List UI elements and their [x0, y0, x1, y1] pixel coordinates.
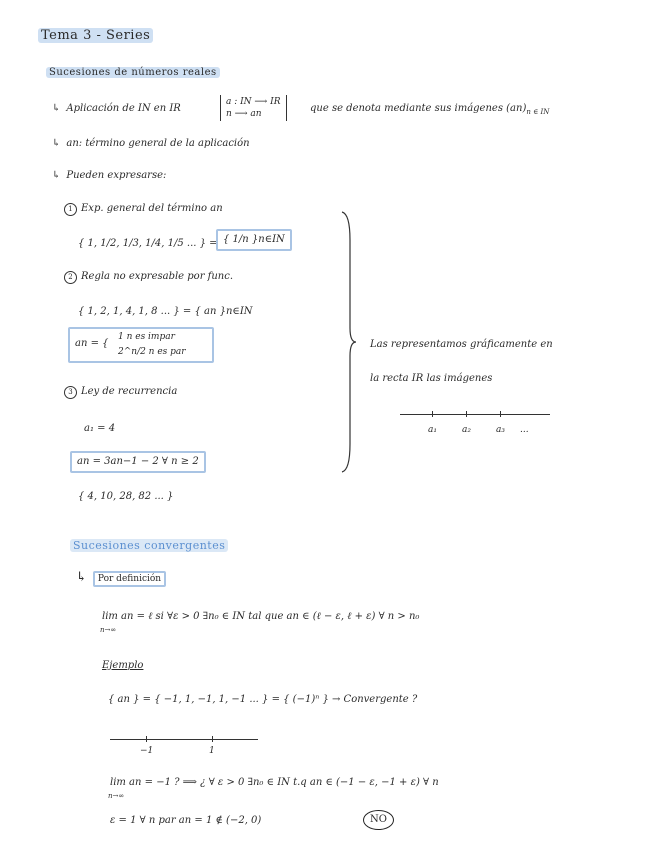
axis-tick: [432, 411, 433, 417]
side-note-line-2: la recta IR las imágenes: [370, 373, 493, 384]
bullet-aplicacion: ↳ Aplicación de IN en IR: [52, 103, 181, 114]
item-3-boxed-recurrence: an = 3an−1 − 2 ∀ n ≥ 2: [70, 451, 206, 473]
example-number-line: [110, 739, 258, 740]
section-heading-convergentes: Sucesiones convergentes: [70, 540, 228, 552]
axis-label-ellipsis: ...: [520, 425, 529, 435]
axis-label-a2: a₂: [462, 425, 471, 435]
item-2-heading: 2 Regla no expresable por func.: [64, 271, 233, 284]
bullet-aplicacion-denota: que se denota mediante sus imágenes $(an)_{n \in IN}$: [310, 103, 550, 116]
definition-heading: Por definición: [93, 571, 166, 587]
axis-label-a3: a₃: [496, 425, 505, 435]
arrow-icon: ↳: [52, 170, 61, 181]
definition-formula: lim an = ℓ si ∀ε > 0 ∃n₀ ∈ IN tal que an ∈ (ℓ − ε, ℓ + ε) ∀ n > n₀: [102, 611, 420, 622]
mapping-bracket: a : IN ⟶ IR n ⟶ an: [220, 95, 287, 121]
arrow-icon: ↳: [52, 103, 61, 114]
axis-tick: [466, 411, 467, 417]
page-title: Tema 3 - Series: [38, 30, 153, 42]
item-2-sequence: { 1, 2, 1, 4, 1, 8 ... } = { an }n∈IN: [78, 306, 253, 317]
axis-label-a1: a₁: [428, 425, 437, 435]
bullet-pueden-expresarse: ↳ Pueden expresarse:: [52, 170, 167, 181]
example-sequence: { an } = { −1, 1, −1, 1, −1 ... } = { (−1)ⁿ } → Convergente ?: [108, 694, 418, 705]
definition-lim-sub: n→∞: [100, 626, 117, 634]
example-axis-label-neg1: −1: [140, 746, 154, 756]
item-3-initial: a₁ = 4: [84, 423, 116, 434]
example-axis-tick: [212, 736, 213, 742]
example-axis-label-1: 1: [209, 746, 215, 756]
arrow-icon: ↳: [76, 570, 87, 585]
final-line: ε = 1 ∀ n par an = 1 ∉ (−2, 0): [110, 815, 262, 826]
item-2-piecewise-box: an = { 1 n es impar 2^n/2 n es par: [68, 327, 214, 363]
limit-question: lim an = −1 ? ⟹ ¿ ∀ ε > 0 ∃n₀ ∈ IN t.q an ∈ (−1 − ε, −1 + ε) ∀ n: [110, 777, 439, 788]
example-axis-tick: [146, 736, 147, 742]
item-3-sequence: { 4, 10, 28, 82 ... }: [78, 491, 174, 502]
side-note-line-1: Las representamos gráficamente en: [370, 339, 553, 350]
final-answer: NO: [363, 810, 394, 830]
example-heading: Ejemplo: [102, 660, 144, 671]
section-heading-sucesiones: Sucesiones de números reales: [46, 67, 220, 79]
definition-heading-row: [76, 572, 166, 585]
arrow-icon: ↳: [52, 138, 61, 149]
bullet-termino-general: ↳ an: término general de la aplicación: [52, 138, 250, 149]
number-line: [400, 414, 550, 415]
item-1-heading: 1 Exp. general del término an: [64, 203, 223, 216]
item-3-heading: 3 Ley de recurrencia: [64, 386, 177, 399]
item-1-sequence: { 1, 1/2, 1/3, 1/4, 1/5 ... } =: [78, 238, 218, 249]
right-brace: [340, 210, 360, 474]
limit-question-sub: n→∞: [108, 792, 125, 800]
item-1-boxed-formula: { 1/n }n∈IN: [216, 229, 292, 251]
axis-tick: [500, 411, 501, 417]
